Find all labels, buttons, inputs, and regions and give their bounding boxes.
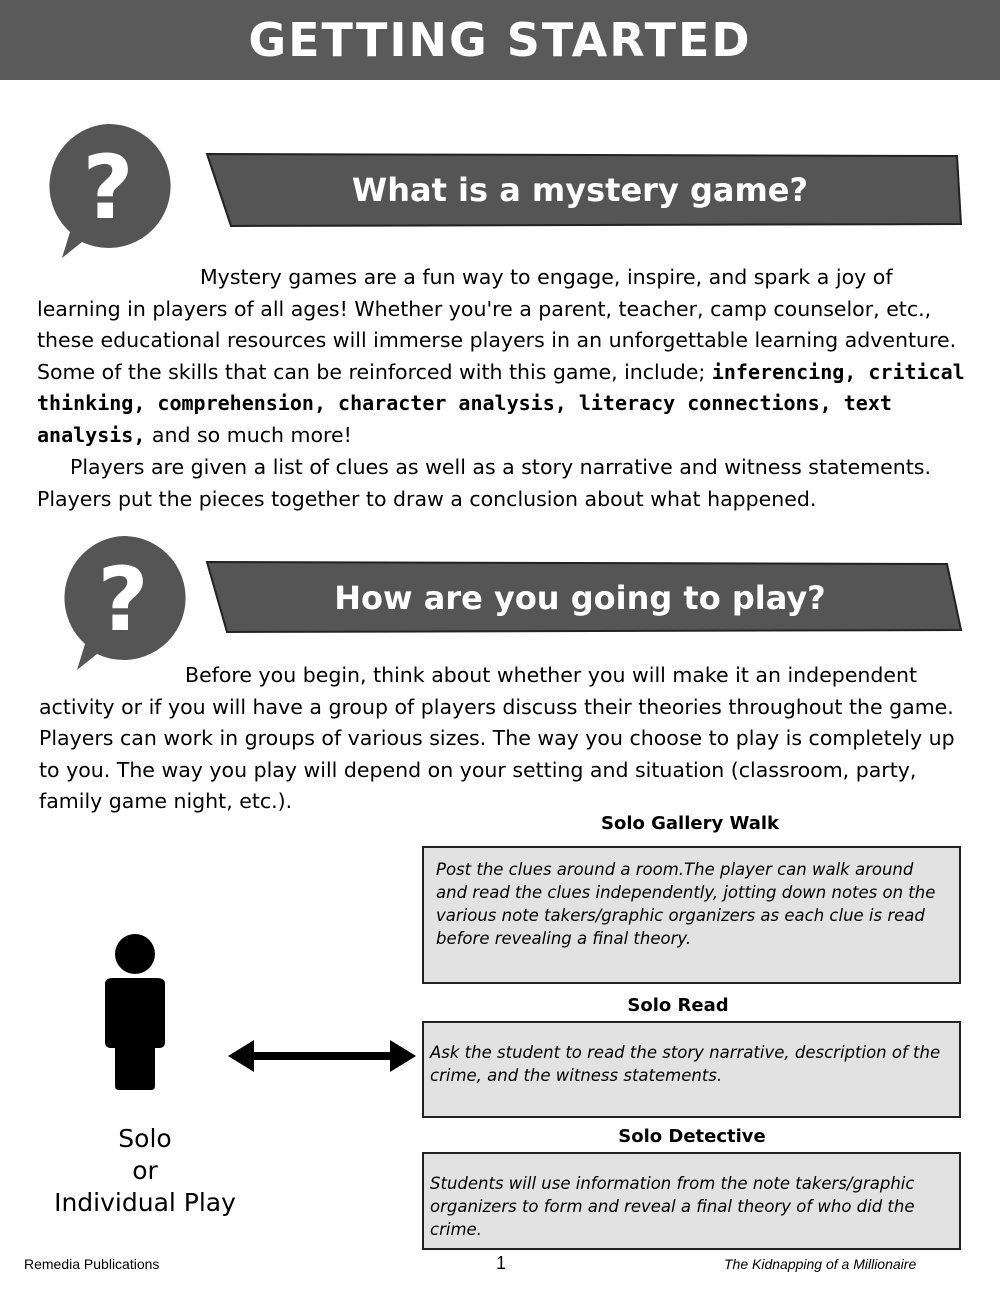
section2-heading: How are you going to play? — [334, 579, 826, 617]
section1-heading: What is a mystery game? — [351, 171, 809, 209]
footer-publisher: Remedia Publications — [24, 1256, 160, 1272]
page-header — [0, 0, 1000, 80]
footer-page-number: 1 — [496, 1253, 507, 1273]
svg-text:?: ? — [97, 548, 149, 651]
solo-play-label: Solo or Individual Play — [54, 1124, 236, 1217]
section1-paragraph-2: Players are given a list of clues as well as a story narrative and witness statements. Players put the pieces together to draw a conclusion about what happened. — [37, 455, 931, 511]
double-arrow-icon — [228, 1038, 416, 1074]
page-title: GETTING STARTED — [248, 13, 752, 67]
option-box: Post the clues around a room.The player can walk around and read the clues independently, jotting down notes on the various note takers/graphic organizers as each clue is read before revealing a final theory. — [422, 846, 961, 984]
footer-book-title: The Kidnapping of a Millionaire — [724, 1256, 917, 1272]
person-icon — [95, 932, 175, 1092]
option-title: Solo Read — [627, 995, 729, 1016]
section2-paragraph: Before you begin, think about whether you will make it an independent activity or if you will have a group of players discuss their theories throughout the game. Players can work in groups of various sizes. The way you choose to play is completely up to you. The way you play will depend on your setting and situation (classroom, party, family game night, etc.). — [39, 663, 955, 813]
section1-paragraph-1: Mystery games are a fun way to engage, inspire, and spark a joy of learning in players of all ages! Whether you're a parent, teacher, camp counselor, etc., these educational resources will immerse players in an unforgettable learning adventure. Some of the skills that can be reinforced with this game, include; inferencing, critical thinking, comprehension, character analysis, literacy connections, text analysis, and so much more! — [37, 265, 965, 447]
option-box: Students will use information from the note takers/graphic organizers to form and reveal a final theory of who did the crime. — [422, 1152, 961, 1250]
option-title: Solo Detective — [618, 1126, 766, 1147]
option-title: Solo Gallery Walk — [601, 813, 779, 834]
option-box: Ask the student to read the story narrative, description of the crime, and the witness statements. — [422, 1021, 961, 1118]
svg-text:?: ? — [82, 136, 134, 239]
skills-list: inferencing, critical thinking, comprehension, character analysis, literacy connections, text analysis, — [37, 359, 965, 447]
question-bubble-icon — [57, 532, 189, 674]
question-bubble-icon — [42, 120, 174, 262]
